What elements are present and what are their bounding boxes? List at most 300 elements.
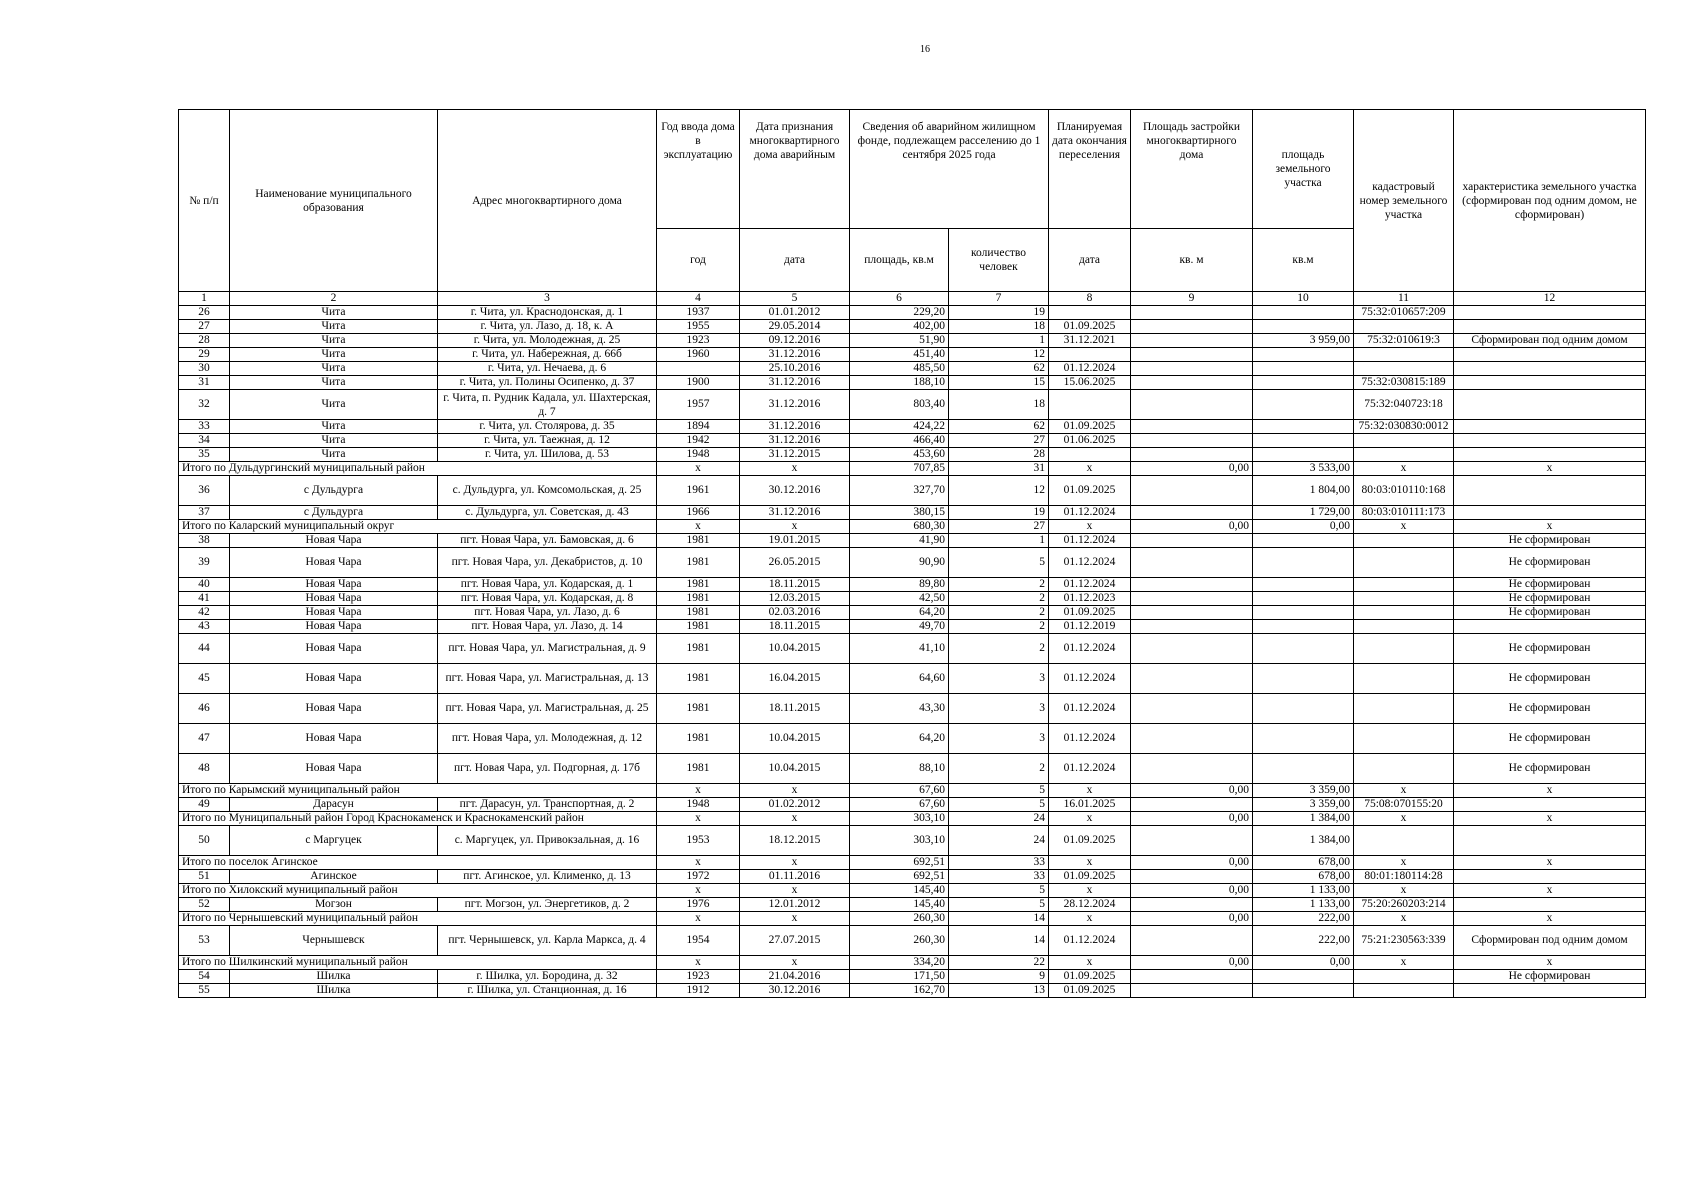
subtotal-label: Итого по Каларский муниципальный округ [179,520,657,534]
subtotal-cell: x [1049,884,1131,898]
table-cell: 12.01.2012 [740,898,850,912]
table-cell: 33 [949,870,1049,884]
sub-land-area: кв.м [1253,229,1354,292]
table-cell [1131,592,1253,606]
table-cell: г. Чита, ул. Шилова, д. 53 [438,448,657,462]
table-cell: 15 [949,376,1049,390]
table-cell [1131,578,1253,592]
table-cell: 1981 [657,606,740,620]
table-cell: 55 [179,984,230,998]
table-cell: 1953 [657,826,740,856]
table-cell: Новая Чара [230,634,438,664]
table-cell: 64,60 [850,664,949,694]
subtotal-row [179,784,1646,798]
table-cell [1131,506,1253,520]
subtotal-cell: 222,00 [1253,912,1354,926]
subtotal-cell: x [740,956,850,970]
table-cell [1454,898,1646,912]
subtotal-cell: x [1354,520,1454,534]
table-cell: Не сформирован [1454,970,1646,984]
table-cell: 75:21:230563:339 [1354,926,1454,956]
table-row [179,534,1646,548]
col-building-area-header: Площадь застройки многоквартирного дома [1131,110,1253,229]
table-cell: 30.12.2016 [740,984,850,998]
table-cell [1454,620,1646,634]
col-land-area-header: площадь земельного участка [1253,110,1354,229]
table-cell: 01.12.2024 [1049,724,1131,754]
subtotal-cell: 3 359,00 [1253,784,1354,798]
table-cell: 27 [949,434,1049,448]
table-cell [1454,434,1646,448]
subtotal-cell: 24 [949,812,1049,826]
table-cell: 424,22 [850,420,949,434]
table-cell [1454,476,1646,506]
table-cell [1454,362,1646,376]
table-cell: пгт. Новая Чара, ул. Бамовская, д. 6 [438,534,657,548]
table-cell: 14 [949,926,1049,956]
table-cell [1354,592,1454,606]
table-cell: 1981 [657,620,740,634]
table-row [179,970,1646,984]
table-cell: г. Чита, ул. Краснодонская, д. 1 [438,306,657,320]
table-cell: 303,10 [850,826,949,856]
table-cell: Чита [230,362,438,376]
table-cell [1131,390,1253,420]
table-cell: 171,50 [850,970,949,984]
table-cell: Новая Чара [230,578,438,592]
table-cell: 01.09.2025 [1049,826,1131,856]
subtotal-cell: x [657,462,740,476]
table-row [179,898,1646,912]
subtotal-row [179,956,1646,970]
subtotal-cell: x [657,956,740,970]
subtotal-cell: 0,00 [1253,520,1354,534]
sub-date: дата [740,229,850,292]
table-cell: пгт. Новая Чара, ул. Магистральная, д. 13 [438,664,657,694]
table-cell: 01.09.2025 [1049,420,1131,434]
table-cell: Новая Чара [230,592,438,606]
table-cell [1131,620,1253,634]
table-cell: г. Чита, ул. Молодежная, д. 25 [438,334,657,348]
table-cell: пгт. Новая Чара, ул. Подгорная, д. 17б [438,754,657,784]
table-cell: 43 [179,620,230,634]
table-cell: 31.12.2021 [1049,334,1131,348]
table-cell: 1900 [657,376,740,390]
table-cell: 42 [179,606,230,620]
table-cell: Агинское [230,870,438,884]
table-row [179,420,1646,434]
subtotal-cell: 0,00 [1131,912,1253,926]
table-cell: 31.12.2016 [740,348,850,362]
subtotal-cell: x [657,884,740,898]
table-cell: 47 [179,724,230,754]
table-cell: Не сформирован [1454,548,1646,578]
table-cell: с Маргуцек [230,826,438,856]
table-cell: 01.09.2025 [1049,870,1131,884]
table-cell: 1 [949,534,1049,548]
table-cell: 02.03.2016 [740,606,850,620]
table-cell: 3 959,00 [1253,334,1354,348]
table-cell: 01.12.2024 [1049,664,1131,694]
table-cell: 1981 [657,724,740,754]
table-cell: 2 [949,754,1049,784]
subtotal-cell: 0,00 [1131,462,1253,476]
table-cell: 26 [179,306,230,320]
subtotal-cell: x [1354,784,1454,798]
sub-building-area: кв. м [1131,229,1253,292]
table-cell [1131,694,1253,724]
table-cell: 2 [949,620,1049,634]
table-cell: 28.12.2024 [1049,898,1131,912]
table-cell [1354,578,1454,592]
subtotal-cell: x [740,856,850,870]
subtotal-cell: 31 [949,462,1049,476]
table-cell: 485,50 [850,362,949,376]
table-cell: 36 [179,476,230,506]
table-cell: 1981 [657,694,740,724]
table-cell: 260,30 [850,926,949,956]
table-cell: 18.11.2015 [740,620,850,634]
table-cell: 12.03.2015 [740,592,850,606]
table-cell [1253,634,1354,664]
table-cell: 39 [179,548,230,578]
table-cell: 3 [949,694,1049,724]
table-cell: 13 [949,984,1049,998]
table-cell: 18.11.2015 [740,578,850,592]
subtotal-cell: x [657,520,740,534]
subtotal-cell: x [1454,856,1646,870]
table-cell [1131,334,1253,348]
column-number: 9 [1131,292,1253,306]
table-cell: 1948 [657,798,740,812]
table-cell [1354,970,1454,984]
table-cell: 09.12.2016 [740,334,850,348]
table-cell: Чернышевск [230,926,438,956]
table-cell: 18.12.2015 [740,826,850,856]
subtotal-cell: 14 [949,912,1049,926]
table-cell [1454,870,1646,884]
table-cell: Не сформирован [1454,694,1646,724]
table-cell: 1955 [657,320,740,334]
subtotal-cell: 0,00 [1253,956,1354,970]
subtotal-cell: x [1354,884,1454,898]
table-cell: 10.04.2015 [740,724,850,754]
table-cell: 162,70 [850,984,949,998]
table-row [179,724,1646,754]
subtotal-cell: 22 [949,956,1049,970]
table-cell: 1954 [657,926,740,956]
subtotal-cell: x [740,784,850,798]
table-cell: 18 [949,320,1049,334]
table-row [179,334,1646,348]
table-cell [1354,694,1454,724]
table-row [179,476,1646,506]
table-cell: 2 [949,606,1049,620]
table-cell: 1942 [657,434,740,448]
table-cell: 16.04.2015 [740,664,850,694]
table-cell [1253,448,1354,462]
table-cell [1253,724,1354,754]
table-cell: 75:20:260203:214 [1354,898,1454,912]
table-cell [1354,548,1454,578]
table-cell: пгт. Новая Чара, ул. Лазо, д. 6 [438,606,657,620]
table-cell [1131,362,1253,376]
table-cell: г. Чита, ул. Столярова, д. 35 [438,420,657,434]
table-cell: с Дульдурга [230,476,438,506]
subtotal-cell: x [1454,462,1646,476]
sub-people: количество человек [949,229,1049,292]
table-cell [1454,320,1646,334]
table-cell [1253,320,1354,334]
table-cell: 75:08:070155:20 [1354,798,1454,812]
table-cell [1131,984,1253,998]
table-body [179,292,1646,998]
table-cell: 89,80 [850,578,949,592]
table-cell: 19 [949,306,1049,320]
table-cell [1253,984,1354,998]
table-cell: 1 804,00 [1253,476,1354,506]
table-cell: 1 133,00 [1253,898,1354,912]
table-cell: 18.11.2015 [740,694,850,724]
table-cell: 01.09.2025 [1049,320,1131,334]
table-cell: Не сформирован [1454,754,1646,784]
table-cell: 01.12.2024 [1049,926,1131,956]
col-planned-date-header: Планируемая дата окончания переселения [1049,110,1131,229]
table-cell [1131,606,1253,620]
table-cell [1354,754,1454,784]
table-cell: 27.07.2015 [740,926,850,956]
subtotal-cell: 3 533,00 [1253,462,1354,476]
table-row [179,798,1646,812]
subtotal-cell: x [1454,812,1646,826]
table-row [179,592,1646,606]
table-cell: Новая Чара [230,620,438,634]
table-cell: 64,20 [850,724,949,754]
table-cell [1131,306,1253,320]
table-cell: 9 [949,970,1049,984]
table-cell: Чита [230,306,438,320]
table-row [179,984,1646,998]
table-cell: Новая Чара [230,724,438,754]
table-cell: 10.04.2015 [740,634,850,664]
subtotal-label: Итого по поселок Агинское [179,856,657,870]
table-cell: 41,90 [850,534,949,548]
table-cell: пгт. Новая Чара, ул. Кодарская, д. 1 [438,578,657,592]
table-cell: пгт. Новая Чара, ул. Магистральная, д. 9 [438,634,657,664]
table-cell: 1966 [657,506,740,520]
column-number: 6 [850,292,949,306]
table-cell: 2 [949,578,1049,592]
table-row [179,306,1646,320]
table-cell: 01.09.2025 [1049,984,1131,998]
table-cell: 80:03:010110:168 [1354,476,1454,506]
subtotal-row [179,856,1646,870]
table-cell: 380,15 [850,506,949,520]
subtotal-cell: x [740,520,850,534]
subtotal-cell: x [1049,784,1131,798]
table-cell [1131,664,1253,694]
table-cell: Новая Чара [230,548,438,578]
subtotal-cell: 33 [949,856,1049,870]
table-cell: Новая Чара [230,694,438,724]
table-cell: 75:32:040723:18 [1354,390,1454,420]
table-cell [1131,798,1253,812]
table-cell: 1961 [657,476,740,506]
subtotal-cell: 1 133,00 [1253,884,1354,898]
table-cell [1131,376,1253,390]
subtotal-cell: 260,30 [850,912,949,926]
table-cell [1253,664,1354,694]
table-cell: Чита [230,348,438,362]
subtotal-cell: x [1454,956,1646,970]
table-cell [1131,320,1253,334]
table-cell: пгт. Новая Чара, ул. Кодарская, д. 8 [438,592,657,606]
table-cell: Чита [230,376,438,390]
table-cell: 1937 [657,306,740,320]
subtotal-cell: 1 384,00 [1253,812,1354,826]
table-cell [1354,434,1454,448]
column-number: 5 [740,292,850,306]
table-cell: 1981 [657,634,740,664]
table-cell [1131,476,1253,506]
table-cell: 30.12.2016 [740,476,850,506]
table-cell: 51 [179,870,230,884]
col-municipality-header: Наименование муниципального образования [230,110,438,292]
subtotal-cell: x [657,856,740,870]
table-cell: 30 [179,362,230,376]
table-cell [1131,348,1253,362]
table-cell [1454,306,1646,320]
subtotal-row [179,912,1646,926]
table-cell: Сформирован под одним домом [1454,926,1646,956]
subtotal-row [179,812,1646,826]
table-cell: 52 [179,898,230,912]
table-cell: 90,90 [850,548,949,578]
subtotal-cell: x [1354,912,1454,926]
table-cell: 1981 [657,534,740,548]
table-cell: 31.12.2016 [740,506,850,520]
subtotal-label: Итого по Хилокский муниципальный район [179,884,657,898]
table-cell: 2 [949,592,1049,606]
table-cell: Не сформирован [1454,724,1646,754]
col-cadastral-header: кадастровый номер земельного участка [1354,110,1454,292]
subtotal-cell: 334,20 [850,956,949,970]
table-cell: 01.06.2025 [1049,434,1131,448]
table-cell: Не сформирован [1454,634,1646,664]
table-cell: Чита [230,420,438,434]
resettlement-table [178,109,1646,998]
subtotal-row [179,520,1646,534]
subtotal-cell: x [1354,956,1454,970]
table-cell: 27 [179,320,230,334]
table-cell [1131,634,1253,664]
subtotal-cell: x [657,912,740,926]
table-cell [1454,448,1646,462]
table-cell: г. Чита, ул. Набережная, д. 66б [438,348,657,362]
table-cell: пгт. Агинское, ул. Клименко, д. 13 [438,870,657,884]
table-row [179,320,1646,334]
table-cell: Не сформирован [1454,606,1646,620]
table-cell [1253,390,1354,420]
subtotal-cell: 27 [949,520,1049,534]
header-row [179,110,1646,229]
table-cell: 1981 [657,592,740,606]
table-cell: 692,51 [850,870,949,884]
table-cell: 37 [179,506,230,520]
table-cell: 31.12.2015 [740,448,850,462]
table-cell: 32 [179,390,230,420]
table-cell [1454,420,1646,434]
table-cell: 34 [179,434,230,448]
table-cell: 43,30 [850,694,949,724]
col-land-status-header: характеристика земельного участка (сформирован под одним домом, не сформирован) [1454,110,1646,292]
table-cell: 12 [949,476,1049,506]
subtotal-cell: x [1049,462,1131,476]
table-cell: 12 [949,348,1049,362]
table-cell [1253,376,1354,390]
table-row [179,664,1646,694]
table-cell: 1960 [657,348,740,362]
table-cell [1131,434,1253,448]
table-cell: 64,20 [850,606,949,620]
table-cell [1253,306,1354,320]
table-cell: 51,90 [850,334,949,348]
table-cell: 80:01:180114:28 [1354,870,1454,884]
table-cell: 01.12.2024 [1049,548,1131,578]
table-cell [1049,306,1131,320]
table-row [179,926,1646,956]
table-cell [1131,534,1253,548]
subtotal-cell: x [740,462,850,476]
table-cell: 31.12.2016 [740,376,850,390]
table-cell: 1912 [657,984,740,998]
table-cell: г. Чита, ул. Таежная, д. 12 [438,434,657,448]
table-cell: 3 [949,724,1049,754]
table-cell: пгт. Дарасун, ул. Транспортная, д. 2 [438,798,657,812]
sub-year: год [657,229,740,292]
subtotal-cell: 303,10 [850,812,949,826]
table-cell: Чита [230,390,438,420]
table-cell: 1981 [657,578,740,592]
column-number: 4 [657,292,740,306]
table-cell: 75:32:010619:3 [1354,334,1454,348]
table-cell [1049,390,1131,420]
table-row [179,620,1646,634]
table-cell: 678,00 [1253,870,1354,884]
table-cell: 1 384,00 [1253,826,1354,856]
table-cell: пгт. Чернышевск, ул. Карла Маркса, д. 4 [438,926,657,956]
subtotal-cell: 0,00 [1131,956,1253,970]
column-number: 1 [179,292,230,306]
table-cell: с. Маргуцек, ул. Привокзальная, д. 16 [438,826,657,856]
table-cell: 25.10.2016 [740,362,850,376]
subtotal-label: Итого по Карымский муниципальный район [179,784,657,798]
table-cell: 29.05.2014 [740,320,850,334]
table-cell: Шилка [230,984,438,998]
subtotal-label: Итого по Дульдургинский муниципальный район [179,462,657,476]
table-cell: 62 [949,420,1049,434]
subtotal-cell: 145,40 [850,884,949,898]
table-cell: 3 [949,664,1049,694]
table-cell: 1923 [657,334,740,348]
table-cell: с. Дульдурга, ул. Комсомольская, д. 25 [438,476,657,506]
table-cell [657,362,740,376]
table-cell: 31 [179,376,230,390]
table-cell: 466,40 [850,434,949,448]
table-row [179,434,1646,448]
table-cell [1131,898,1253,912]
subtotal-cell: x [1454,912,1646,926]
